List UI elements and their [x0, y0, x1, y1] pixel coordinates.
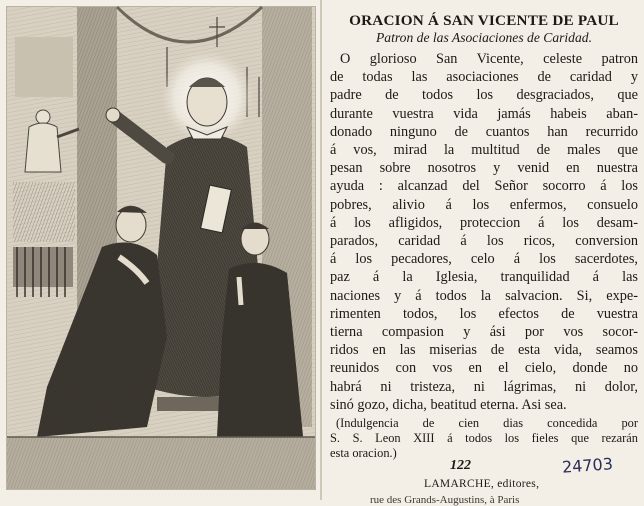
- publisher-address: rue des Grands-Augustins, à Paris: [370, 494, 520, 506]
- prayer-line: habrá ni tristeza, ni lágrimas, ni dolor,: [330, 378, 638, 395]
- publisher-name: LAMARCHE, editores,: [424, 478, 540, 490]
- indulgence-note: [330, 416, 638, 461]
- prayer-body: [330, 50, 638, 414]
- prayer-line: á vos, mirad la multitud de males que: [330, 142, 638, 159]
- prayer-line: reunidos con vos en el cielo, donde no: [330, 360, 638, 377]
- prayer-line: á los pecadores, celo á los sacerdotes,: [330, 251, 638, 268]
- prayer-line: ridos en las miserias de esta vida, seamos: [330, 342, 638, 359]
- prayer-line: rimenten todos, los efectos de vuestra: [330, 305, 638, 322]
- prayer-line: durante vuestra vida jamás habeis aban-: [330, 105, 638, 122]
- indulgence-line: esta oracion.): [330, 446, 397, 461]
- prayer-line: pobres, alivio á los enfermos, consuelo: [330, 196, 638, 213]
- prayer-title: ORACION Á SAN VICENTE DE PAUL: [349, 12, 619, 29]
- prayer-line: paz á la Iglesia, tranquilidad á las: [330, 269, 638, 286]
- engraving-illustration: [6, 6, 316, 490]
- prayer-line: padre de todos los desgraciados, que: [330, 87, 638, 104]
- prayer-line: donado ninguno de cuantos han recurrido: [330, 123, 638, 140]
- prayer-line: naciones y á todos la salvacion. Si, expe-: [330, 287, 638, 304]
- indulgence-line: S. S. Leon XIII á todos los fieles que rezarán: [330, 431, 638, 446]
- prayer-line: O glorioso San Vicente, celeste patron: [340, 51, 638, 67]
- prayer-card-text: [330, 8, 638, 506]
- prayer-subtitle: Patron de las Asociaciones de Caridad.: [376, 30, 592, 45]
- card-divider: [320, 0, 322, 500]
- card-number: 122: [450, 458, 471, 473]
- prayer-line: pesan sobre nosotros y venid en nuestra: [330, 160, 638, 177]
- prayer-line: de todas las asociaciones de caridad y: [330, 69, 638, 86]
- handwritten-number: 24703: [561, 454, 614, 477]
- prayer-line: á los afligidos, proteccion á los desam-: [330, 214, 638, 231]
- prayer-line: tierna compasion y ási por vos socor-: [330, 324, 638, 341]
- indulgence-line: (Indulgencia de cien dias concedida por: [336, 416, 638, 431]
- prayer-line: sinó gozo, dicha, beatitud eterna. Asi sea.: [330, 396, 567, 413]
- prayer-line: parados, caridad á los ricos, conversion: [330, 233, 638, 250]
- prayer-line: ayuda : alcanzad del Señor socorro á los: [330, 178, 638, 195]
